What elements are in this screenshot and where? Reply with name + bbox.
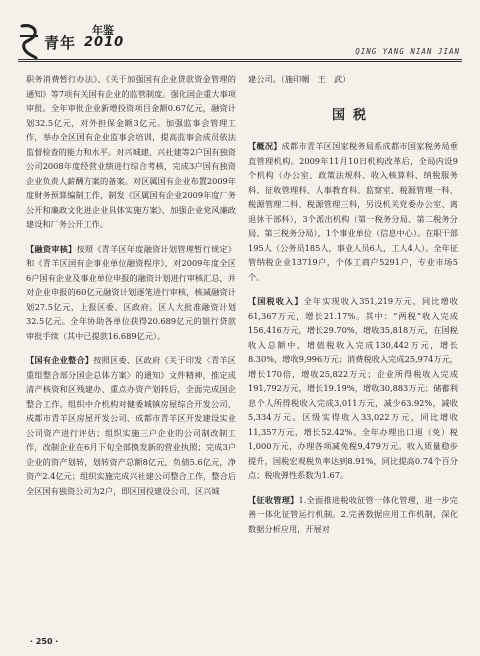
section-tag: 【征收管理】	[248, 494, 299, 505]
calligraphy-brush-icon	[18, 22, 40, 60]
header-rule-thin	[18, 61, 462, 62]
page-number: · 250 ·	[30, 637, 59, 646]
section-tag: 【国有企业整合】	[26, 355, 94, 365]
page-header	[0, 0, 480, 70]
paragraph	[248, 294, 458, 483]
paragraph-text: 全年实现收入351,219万元，同比增收61,367万元，增长21.17%。其中：“两税”收入完成156,416万元，增长29.70%，增收35,818万元，在国税收入总额中，增值税收入完成130,442万元，增长8.30%，增收9,996万元；消费税收入完成25,974万元，增长170倍，增收25,822万元；企业所得税收入完成191,792万元，增长19.19%，增收30,883万元；储蓄利息个人所得税收入完成3,011万元，减少63.92%，减收5,334万元。区级实得收入33,022万元，同比增收11,357万元，增长52.42%。全年办理出口退（免）税1,000万元，办理各项减免税9,479万元。收入质量稳步提升，国税宏观税负率达到8.91%，同比提高0.74个百分点；税收弹性系数为1.67。	[248, 296, 458, 480]
paragraph	[248, 493, 458, 537]
section-heading: 国税	[331, 107, 374, 123]
paragraph	[26, 242, 236, 344]
paragraph: 职务消费暂行办法》、《关于加强国有企业贷款资金管理的通知》等7项有关国有企业的监管制度。强化国企重大事项审批。全年审批企业新增投资项目金额0.67亿元，融资计划32.5亿元，对外担保金额3亿元。加强监事会管理工作，举办全区国有企业监事会培训，提高监事会成员依法监督检查的能力和水平。对兴城建、兴社建等2户国有独资公司2008年度经营业绩进行综合考核，完成3户国有独资企业负责人薪酬方案的备案。对区属国有企业布置2009年度财务预算编制工作，制发《区属国有企业2009年度厂务公开和廉政文化进企业具体实施方案》，加强企业党风廉政建设和厂务公开工作。	[26, 74, 236, 229]
section-tag: 【融资审核】	[26, 243, 77, 254]
logo-title: 青年	[44, 34, 77, 52]
paragraph: 建公司。（施印帼 王 武）	[248, 74, 351, 84]
left-column	[26, 72, 236, 498]
section-tag: 【国税收入】	[248, 296, 304, 306]
logo-year: 2010	[84, 35, 125, 50]
paragraph-text: 按照区委、区政府《关于印发〈青羊区重组整合部分国企总体方案〉的通知》文件精神，推定成清产核资和区残建办、重点办资产划转后，全面完成国企整合工作。组织中介机构对健委城镇房屋综合开发公司、成都市青羊区房屋开发公司、成都市青羊区开发建设实业公司资产进行评估；组织实施三户企业的公司制改制工作，改制企业在6月下旬全部换发新的营业执照；完成3户企业的资产划转，划转资产总额8亿元，负债5.6亿元，净资产2.4亿元；组织实施完成兴社建公司整合工作，整合后全区国有独资公司为2户，即区国投建设公司、区兴城	[26, 355, 236, 496]
paragraph-text: 1.全面推进税收征管一体化管理，进一步完善一体化征管运行机制。2.完善数据应用工作机制，深化数据分析应用，开展对	[248, 494, 458, 534]
paragraph	[248, 139, 458, 284]
header-rule	[18, 59, 462, 60]
logo-subtitle: 年鉴	[92, 24, 114, 37]
paragraph-text: 成都市青羊区国家税务局系成都市国家税务局垂直管理机构。2009年11月10日机构改革后，全局内设9个机构（办公室、政策法规科、收入核算科、纳税服务科、征收管理科、人事教育科、监察室、税源管理一科、税源管理二科、税源管理三科，另设机关党委办公室、离退休干部科），3个派出机构（第一税务分局、第二税务分局、第三税务分局），1个事业单位（信息中心）。在职干部195人（公务员185人，事业人员6人，工人4人）。全年征管纳税企业13719户，个体工商户5291户，专业市场5个。	[248, 141, 458, 282]
right-column	[248, 72, 458, 536]
header-pinyin: QING YANG NIAN JIAN	[355, 47, 460, 56]
section-tag: 【概况】	[248, 141, 282, 151]
paragraph-text: 按照《青羊区年度融资计划管理暂行规定》和《青羊区国有企事业单位融资程序》，对2009年度全区6户国有企业及事业单位申报的融资计划进行审核汇总，并对企业申报的60亿元融资计划逐笔进行审核，核减融资计划27.5亿元，上报区委、区政府。区人大批准融资计划32.5亿元。全年协助各单位获得20.689亿元的银行贷款审批手续（其中已提款16.689亿元）。	[26, 243, 236, 341]
paragraph	[26, 353, 236, 498]
